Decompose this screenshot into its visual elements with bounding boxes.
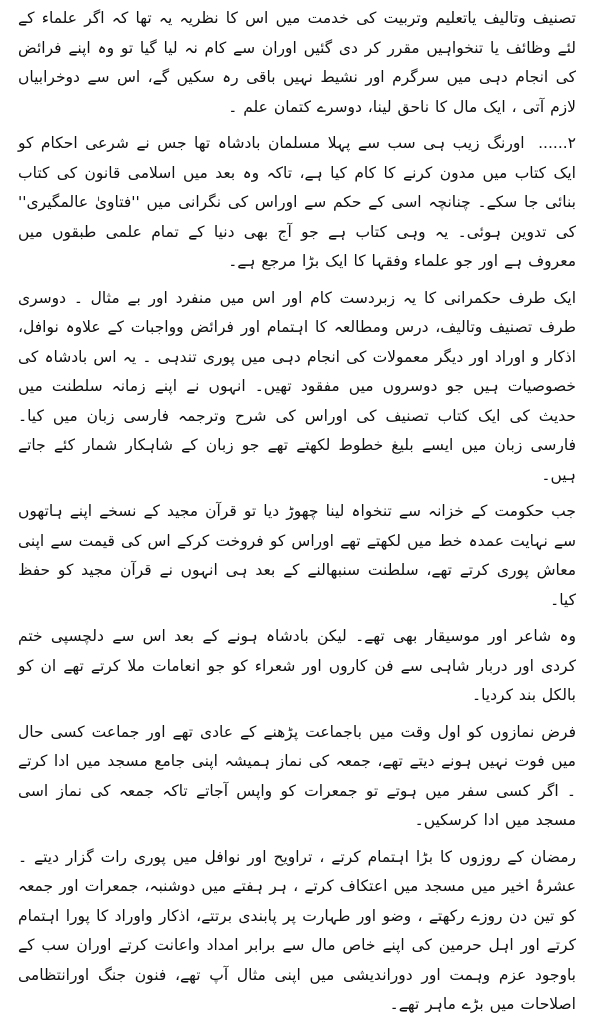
paragraph-fatawa-alamgiri (18, 129, 576, 277)
paragraph-number: ٢...... (538, 134, 576, 152)
paragraph-text: تصنیف وتالیف یاتعلیم وتربیت کی خدمت میں اس کا نظریہ یہ تھا کہ اگر علماء کے لئے وظائف یا تنخواہیں مقرر کر دی گئیں اوران سے کام نہ لیا گیا تو وہ اپنے فرائض کی انجام دہی میں سرگرم اور نشیط نہیں باقی رہ سکیں گے، اس سے دوخرابیاں لازم آتی ، ایک مال کا ناحق لینا، دوسرے کتمان علم ۔ (18, 9, 576, 116)
paragraph-ramadan (18, 843, 576, 1020)
paragraph-poetry-music (18, 622, 576, 711)
paragraph-text: رمضان کے روزوں کا بڑا اہتمام کرتے ، تراویح اور نوافل میں پوری رات گزار دیتے ۔ عشرۂ اخیر میں مسجد میں اعتکاف کرتے ، ہر ہفتے میں دوشنبہ، جمعرات اور جمعہ کو تین دن روزے رکھتے ، وضو اور طہارت پر پابندی برتتے، اذکار واوراد کا پورا اہتمام کرتے اور اہل حرمین کی اپنے خاص مال سے برابر امداد واعانت کرتے اوران سب کے باوجود عزم وہمت اور دوراندیشی میں اپنی مثال آپ تھے، فنون جنگ اورانتظامی اصلاحات میں بڑے ماہر تھے۔ (18, 847, 576, 1013)
paragraph-text: وہ شاعر اور موسیقار بھی تھے۔ لیکن بادشاہ ہونے کے بعد اس سے دلچسپی ختم کردی اور دربار شاہی سے فن کاروں اور شعراء کو جو انعامات ملا کرتے تھے ان کو بالکل بند کردیا۔ (18, 627, 576, 704)
paragraph-text: فرض نمازوں کو اول وقت میں باجماعت پڑھنے کے عادی تھے اور جماعت کسی حال میں فوت نہیں ہونے دیتے تھے، جمعہ کی نماز ہمیشہ اپنی جامع مسجد میں ادا کرتے ۔ اگر کسی سفر میں ہوتے تو جمعرات کو واپس آجاتے تاکہ جمعہ کی نماز اسی مسجد میں ادا کرسکیں۔ (18, 722, 576, 829)
paragraph-prayers (18, 718, 576, 836)
paragraph-rule-and-scholarship (18, 284, 576, 491)
paragraph-ulama-stipends (18, 4, 576, 122)
paragraph-text: اورنگ زیب ہی سب سے پہلا مسلمان بادشاہ تھا جس نے شرعی احکام کو ایک کتاب میں مدون کرنے کا کام کیا ہے، تاکہ وہ بعد میں اسلامی قانون کی کتاب بنائی جا سکے۔ چنانچہ اسی کے حکم سے اوراس کی نگرانی میں ''فتاویٰ عالمگیری'' کی تدوین ہوئی۔ یہ وہی کتاب ہے جو آج بھی دنیا کے تمام علمی طبقوں میں معروف ہے اور جو علماء وفقہا کا ایک بڑا مرجع ہے۔ (18, 134, 576, 270)
paragraph-quran-calligraphy (18, 497, 576, 615)
paragraph-text: جب حکومت کے خزانہ سے تنخواہ لینا چھوڑ دیا تو قرآن مجید کے نسخے اپنے ہاتھوں سے نہایت عمدہ خط میں لکھتے تھے اوراس کو فروخت کرکے اس کی قیمت سے اپنی معاش پوری کرتے تھے، سلطنت سنبھالنے کے بعد ہی انہوں نے قرآن مجید کو حفظ کیا۔ (18, 502, 576, 609)
paragraph-text: ایک طرف حکمرانی کا یہ زبردست کام اور اس میں منفرد اور بے مثال ۔ دوسری طرف تصنیف وتالیف، درس ومطالعہ کا اہتمام اور فرائض وواجبات کے علاوہ نوافل، اذکار و اوراد اور دیگر معمولات کی انجام دہی میں پوری تندہی ۔ یہ اس بادشاہ کی خصوصیات ہیں جو دوسروں میں مفقود تھیں۔ انہوں نے اپنے زمانہ سلطنت میں حدیث کی ایک کتاب تصنیف کی اوراس کی شرح وترجمہ فارسی زبان میں کیا۔ فارسی زبان میں ایسے بلیغ خطوط لکھتے تھے جو زبان کے شاہکار شمار کئے جاتے ہیں۔ (18, 288, 576, 484)
